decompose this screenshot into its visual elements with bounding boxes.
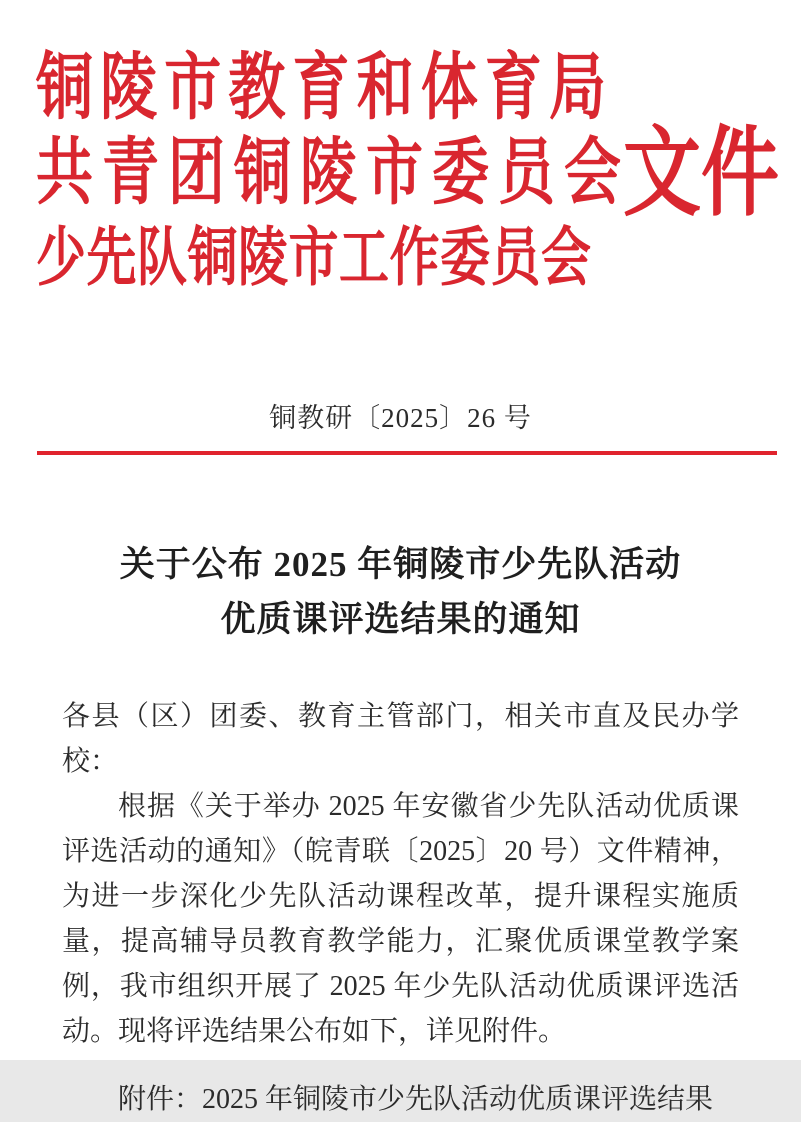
org-name-education-sports-bureau: 铜陵市教育和体育局 bbox=[36, 48, 606, 129]
document-title-line2: 优质课评选结果的通知 bbox=[220, 600, 581, 639]
red-divider-line bbox=[37, 451, 777, 455]
document-reference-number: 铜教研〔2025〕26 号 bbox=[269, 403, 532, 433]
issuing-org-names bbox=[36, 46, 621, 301]
salutation-line: 各县（区）团委、教育主管部门，相关市直及民办学校： bbox=[62, 701, 739, 777]
document-type-label: 文件 bbox=[623, 118, 780, 228]
body-paragraph: 根据《关于举办 2025 年安徽省少先队活动优质课评选活动的通知》（皖青联〔2025〕20 号）文件精神，为进一步深化少先队活动课程改革，提升课程实施质量，提高辅导员教育教学能力，汇聚优质课堂教学案例，我市组织开展了 2025 年少先队活动优质课评选活动。现将评选结果公布如下，详见附件。 bbox=[62, 791, 739, 1047]
document-title-line1: 关于公布 2025 年铜陵市少先队活动 bbox=[119, 545, 682, 584]
document-title bbox=[0, 537, 801, 647]
org-name-communist-youth-league: 共青团铜陵市委员会 bbox=[36, 133, 621, 214]
letterhead bbox=[0, 0, 801, 301]
document-body bbox=[62, 694, 739, 1122]
attachment-reference-line: 附件：2025 年铜陵市少先队活动优质课评选结果 bbox=[118, 1084, 714, 1115]
org-name-young-pioneers-committee: 少先队铜陵市工作委员会 bbox=[36, 222, 591, 294]
